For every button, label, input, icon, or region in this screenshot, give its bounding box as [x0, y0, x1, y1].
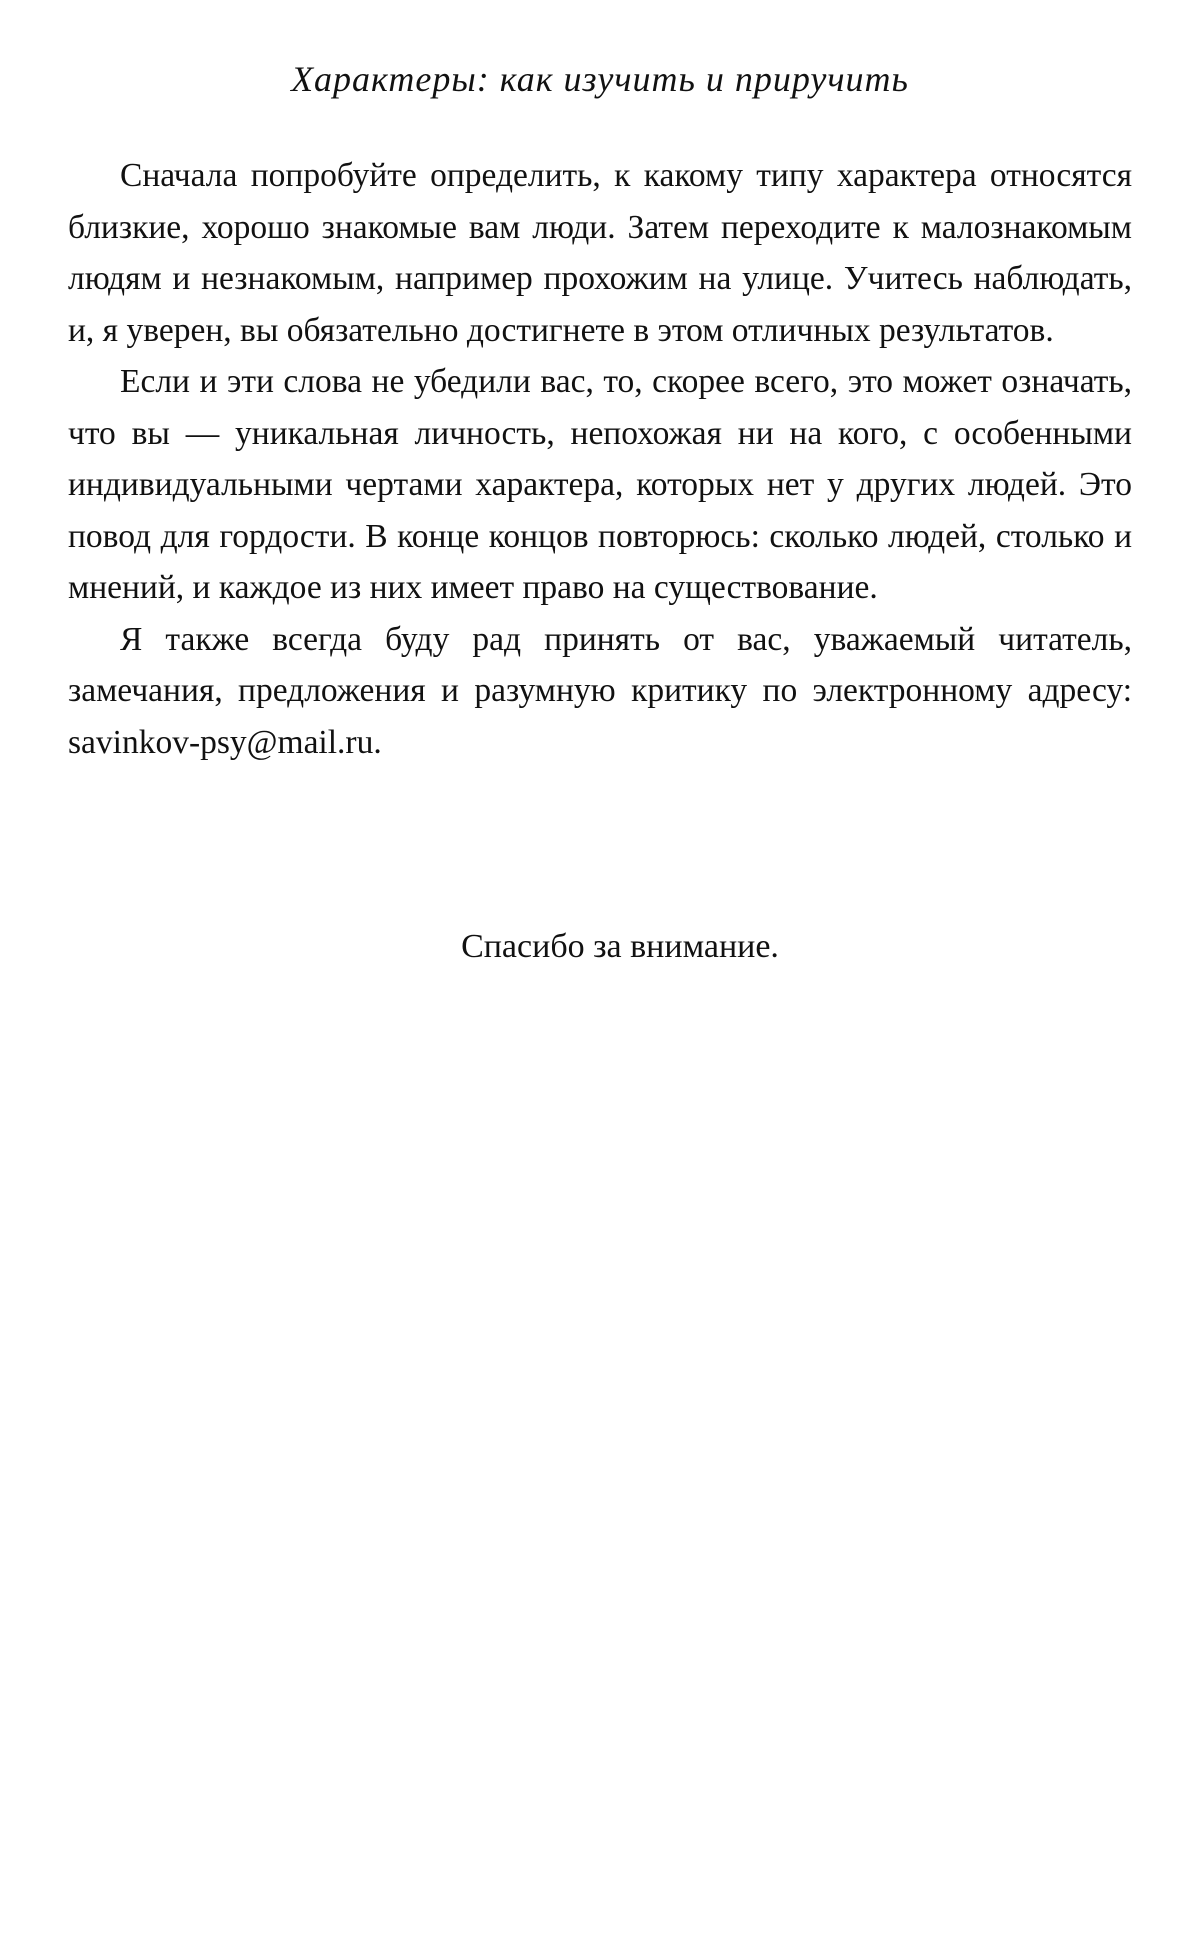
body-text	[68, 150, 1132, 768]
paragraph-3: Я также всегда буду рад принять от вас, уважаемый читатель, замечания, предложения и разумную критику по электронному адресу: savinkov-psy@mail.ru.	[68, 620, 1132, 761]
running-header: Характеры: как изучить и приручить	[291, 59, 909, 99]
closing-line: Спасибо за внимание.	[461, 928, 779, 965]
paragraph-1: Сначала попробуйте определить, к какому типу характера относятся близкие, хорошо знакомые вам люди. Затем переходите к малознакомым людям и незнакомым, например прохожим на улице. Учитесь наблюдать, и, я уверен, вы обязательно достигнете в этом отличных результатов.	[68, 157, 1132, 349]
paragraph-2: Если и эти слова не убедили вас, то, скорее всего, это может означать, что вы — уникальная личность, непохожая ни на кого, с особенными индивидуальными чертами характера, которых нет у других людей. Это повод для гордости. В конце концов повторюсь: сколько людей, столько и мнений, и каждое из них имеет право на существование.	[68, 363, 1132, 606]
